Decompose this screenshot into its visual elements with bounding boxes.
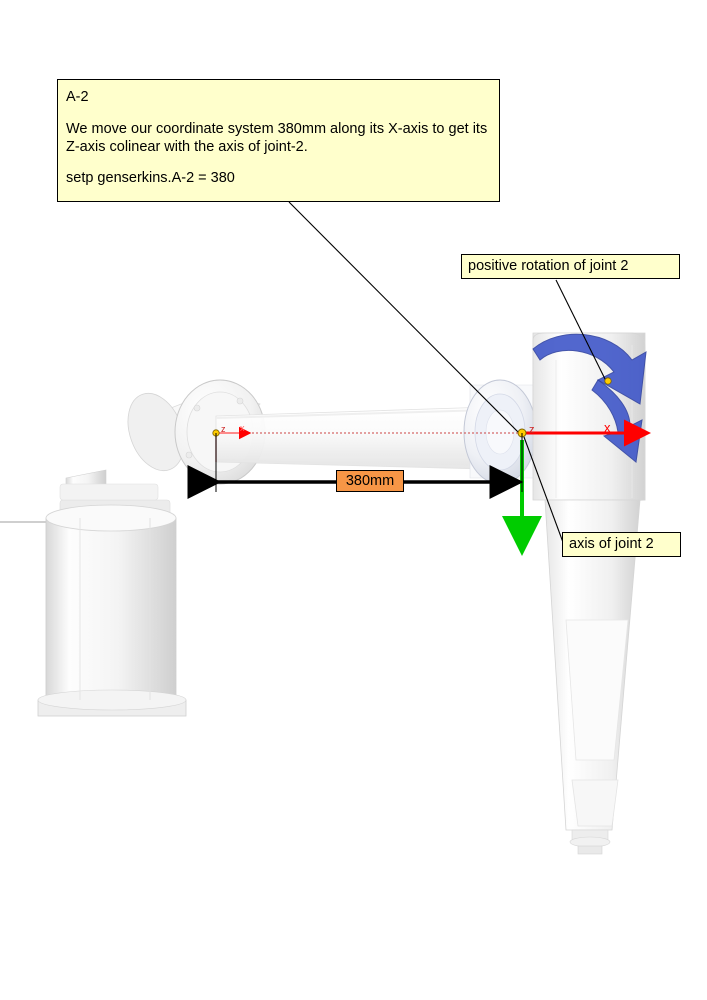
callout-a2-command: setp genserkins.A-2 = 380	[66, 170, 235, 187]
callout-a2-title: A-2	[66, 89, 89, 105]
callout-a2	[57, 79, 500, 202]
left-x-axis-label: x	[240, 423, 245, 433]
left-z-axis-label: z	[221, 424, 226, 434]
leader-line-axis	[524, 437, 564, 545]
rotation-anchor-marker	[605, 378, 611, 384]
right-z-axis-label: z	[529, 424, 535, 436]
callout-positive-rotation: positive rotation of joint 2	[461, 254, 680, 279]
callout-axis-of-joint: axis of joint 2	[562, 532, 681, 557]
right-x-axis-label: x	[604, 420, 611, 435]
leader-line-rotation	[556, 280, 606, 381]
dimension-label-380mm: 380mm	[336, 470, 404, 492]
callout-a2-description: We move our coordinate system 380mm along its X-axis to get its Z-axis colinear with the axis of joint-2.	[66, 121, 488, 156]
leader-line-a2	[289, 202, 523, 437]
